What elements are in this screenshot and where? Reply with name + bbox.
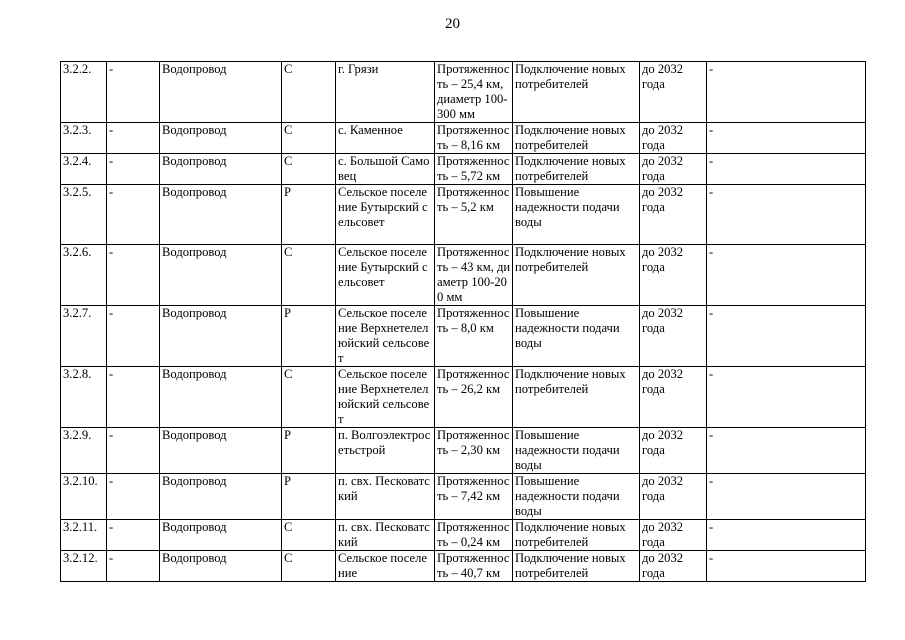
params-cell: Протяженность – 5,72 км [435, 154, 513, 185]
dash-cell: - [107, 185, 160, 245]
purpose-cell: Подключение новых потребителей [513, 520, 640, 551]
table-row [61, 62, 866, 123]
object-cell: Водопровод [160, 245, 282, 306]
deadline-cell: до 2032 года [640, 62, 707, 123]
page-number: 20 [445, 16, 460, 32]
deadline-cell: до 2032 года [640, 520, 707, 551]
object-cell: Водопровод [160, 367, 282, 428]
row-number-cell: 3.2.8. [61, 367, 107, 428]
params-cell: Протяженность – 7,42 км [435, 474, 513, 520]
params-cell: Протяженность – 8,0 км [435, 306, 513, 367]
row-number-cell: 3.2.4. [61, 154, 107, 185]
purpose-cell: Подключение новых потребителей [513, 551, 640, 582]
note-cell: - [707, 123, 866, 154]
deadline-cell: до 2032 года [640, 185, 707, 245]
params-cell: Протяженность – 26,2 км [435, 367, 513, 428]
object-cell: Водопровод [160, 551, 282, 582]
type-cell: Р [282, 428, 336, 474]
type-cell: С [282, 245, 336, 306]
deadline-cell: до 2032 года [640, 245, 707, 306]
note-cell: - [707, 520, 866, 551]
note-cell: - [707, 245, 866, 306]
type-cell: С [282, 123, 336, 154]
note-cell: - [707, 185, 866, 245]
note-cell: - [707, 62, 866, 123]
object-cell: Водопровод [160, 62, 282, 123]
note-cell: - [707, 428, 866, 474]
location-cell: Сельское поселение Верхнетелелюйский сельсовет [336, 306, 435, 367]
table-row [61, 367, 866, 428]
table-row [61, 474, 866, 520]
type-cell: Р [282, 306, 336, 367]
location-cell: Сельское поселение Бутырский сельсовет [336, 245, 435, 306]
purpose-cell: Подключение новых потребителей [513, 62, 640, 123]
object-cell: Водопровод [160, 306, 282, 367]
table-row [61, 306, 866, 367]
location-cell: г. Грязи [336, 62, 435, 123]
deadline-cell: до 2032 года [640, 123, 707, 154]
object-cell: Водопровод [160, 185, 282, 245]
location-cell: с. Каменное [336, 123, 435, 154]
row-number-cell: 3.2.6. [61, 245, 107, 306]
type-cell: С [282, 520, 336, 551]
object-cell: Водопровод [160, 123, 282, 154]
note-cell: - [707, 474, 866, 520]
location-cell: п. Волгоэлектросетьстрой [336, 428, 435, 474]
deadline-cell: до 2032 года [640, 428, 707, 474]
dash-cell: - [107, 428, 160, 474]
dash-cell: - [107, 474, 160, 520]
type-cell: С [282, 551, 336, 582]
row-number-cell: 3.2.12. [61, 551, 107, 582]
type-cell: Р [282, 185, 336, 245]
location-cell: Сельское поселение Верхнетелелюйский сельсовет [336, 367, 435, 428]
purpose-cell: Повышение надежности подачи воды [513, 185, 640, 245]
water-supply-table [60, 61, 866, 582]
type-cell: С [282, 62, 336, 123]
note-cell: - [707, 154, 866, 185]
table-row [61, 245, 866, 306]
purpose-cell: Повышение надежности подачи воды [513, 474, 640, 520]
params-cell: Протяженность – 2,30 км [435, 428, 513, 474]
purpose-cell: Подключение новых потребителей [513, 245, 640, 306]
dash-cell: - [107, 123, 160, 154]
location-cell: Сельское поселение Бутырский сельсовет [336, 185, 435, 245]
params-cell: Протяженность – 43 км, диаметр 100-200 мм [435, 245, 513, 306]
location-cell: п. свх. Песковатский [336, 474, 435, 520]
type-cell: С [282, 367, 336, 428]
row-number-cell: 3.2.11. [61, 520, 107, 551]
deadline-cell: до 2032 года [640, 367, 707, 428]
table-row [61, 428, 866, 474]
purpose-cell: Повышение надежности подачи воды [513, 306, 640, 367]
dash-cell: - [107, 306, 160, 367]
table-row [61, 185, 866, 245]
location-cell: Сельское поселение [336, 551, 435, 582]
table-row [61, 123, 866, 154]
location-cell: п. свх. Песковатский [336, 520, 435, 551]
note-cell: - [707, 306, 866, 367]
purpose-cell: Повышение надежности подачи воды [513, 428, 640, 474]
note-cell: - [707, 367, 866, 428]
dash-cell: - [107, 520, 160, 551]
dash-cell: - [107, 154, 160, 185]
type-cell: С [282, 154, 336, 185]
purpose-cell: Подключение новых потребителей [513, 154, 640, 185]
object-cell: Водопровод [160, 474, 282, 520]
params-cell: Протяженность – 5,2 км [435, 185, 513, 245]
deadline-cell: до 2032 года [640, 306, 707, 367]
dash-cell: - [107, 62, 160, 123]
row-number-cell: 3.2.5. [61, 185, 107, 245]
dash-cell: - [107, 367, 160, 428]
row-number-cell: 3.2.10. [61, 474, 107, 520]
purpose-cell: Подключение новых потребителей [513, 367, 640, 428]
table-body [61, 62, 866, 582]
params-cell: Протяженность – 0,24 км [435, 520, 513, 551]
row-number-cell: 3.2.9. [61, 428, 107, 474]
note-cell: - [707, 551, 866, 582]
dash-cell: - [107, 551, 160, 582]
params-cell: Протяженность – 40,7 км [435, 551, 513, 582]
params-cell: Протяженность – 25,4 км, диаметр 100-300 мм [435, 62, 513, 123]
purpose-cell: Подключение новых потребителей [513, 123, 640, 154]
deadline-cell: до 2032 года [640, 551, 707, 582]
row-number-cell: 3.2.7. [61, 306, 107, 367]
object-cell: Водопровод [160, 520, 282, 551]
table-row [61, 520, 866, 551]
location-cell: с. Большой Самовец [336, 154, 435, 185]
params-cell: Протяженность – 8,16 км [435, 123, 513, 154]
deadline-cell: до 2032 года [640, 474, 707, 520]
row-number-cell: 3.2.2. [61, 62, 107, 123]
deadline-cell: до 2032 года [640, 154, 707, 185]
row-number-cell: 3.2.3. [61, 123, 107, 154]
dash-cell: - [107, 245, 160, 306]
object-cell: Водопровод [160, 154, 282, 185]
object-cell: Водопровод [160, 428, 282, 474]
type-cell: Р [282, 474, 336, 520]
table-row [61, 551, 866, 582]
table-row [61, 154, 866, 185]
